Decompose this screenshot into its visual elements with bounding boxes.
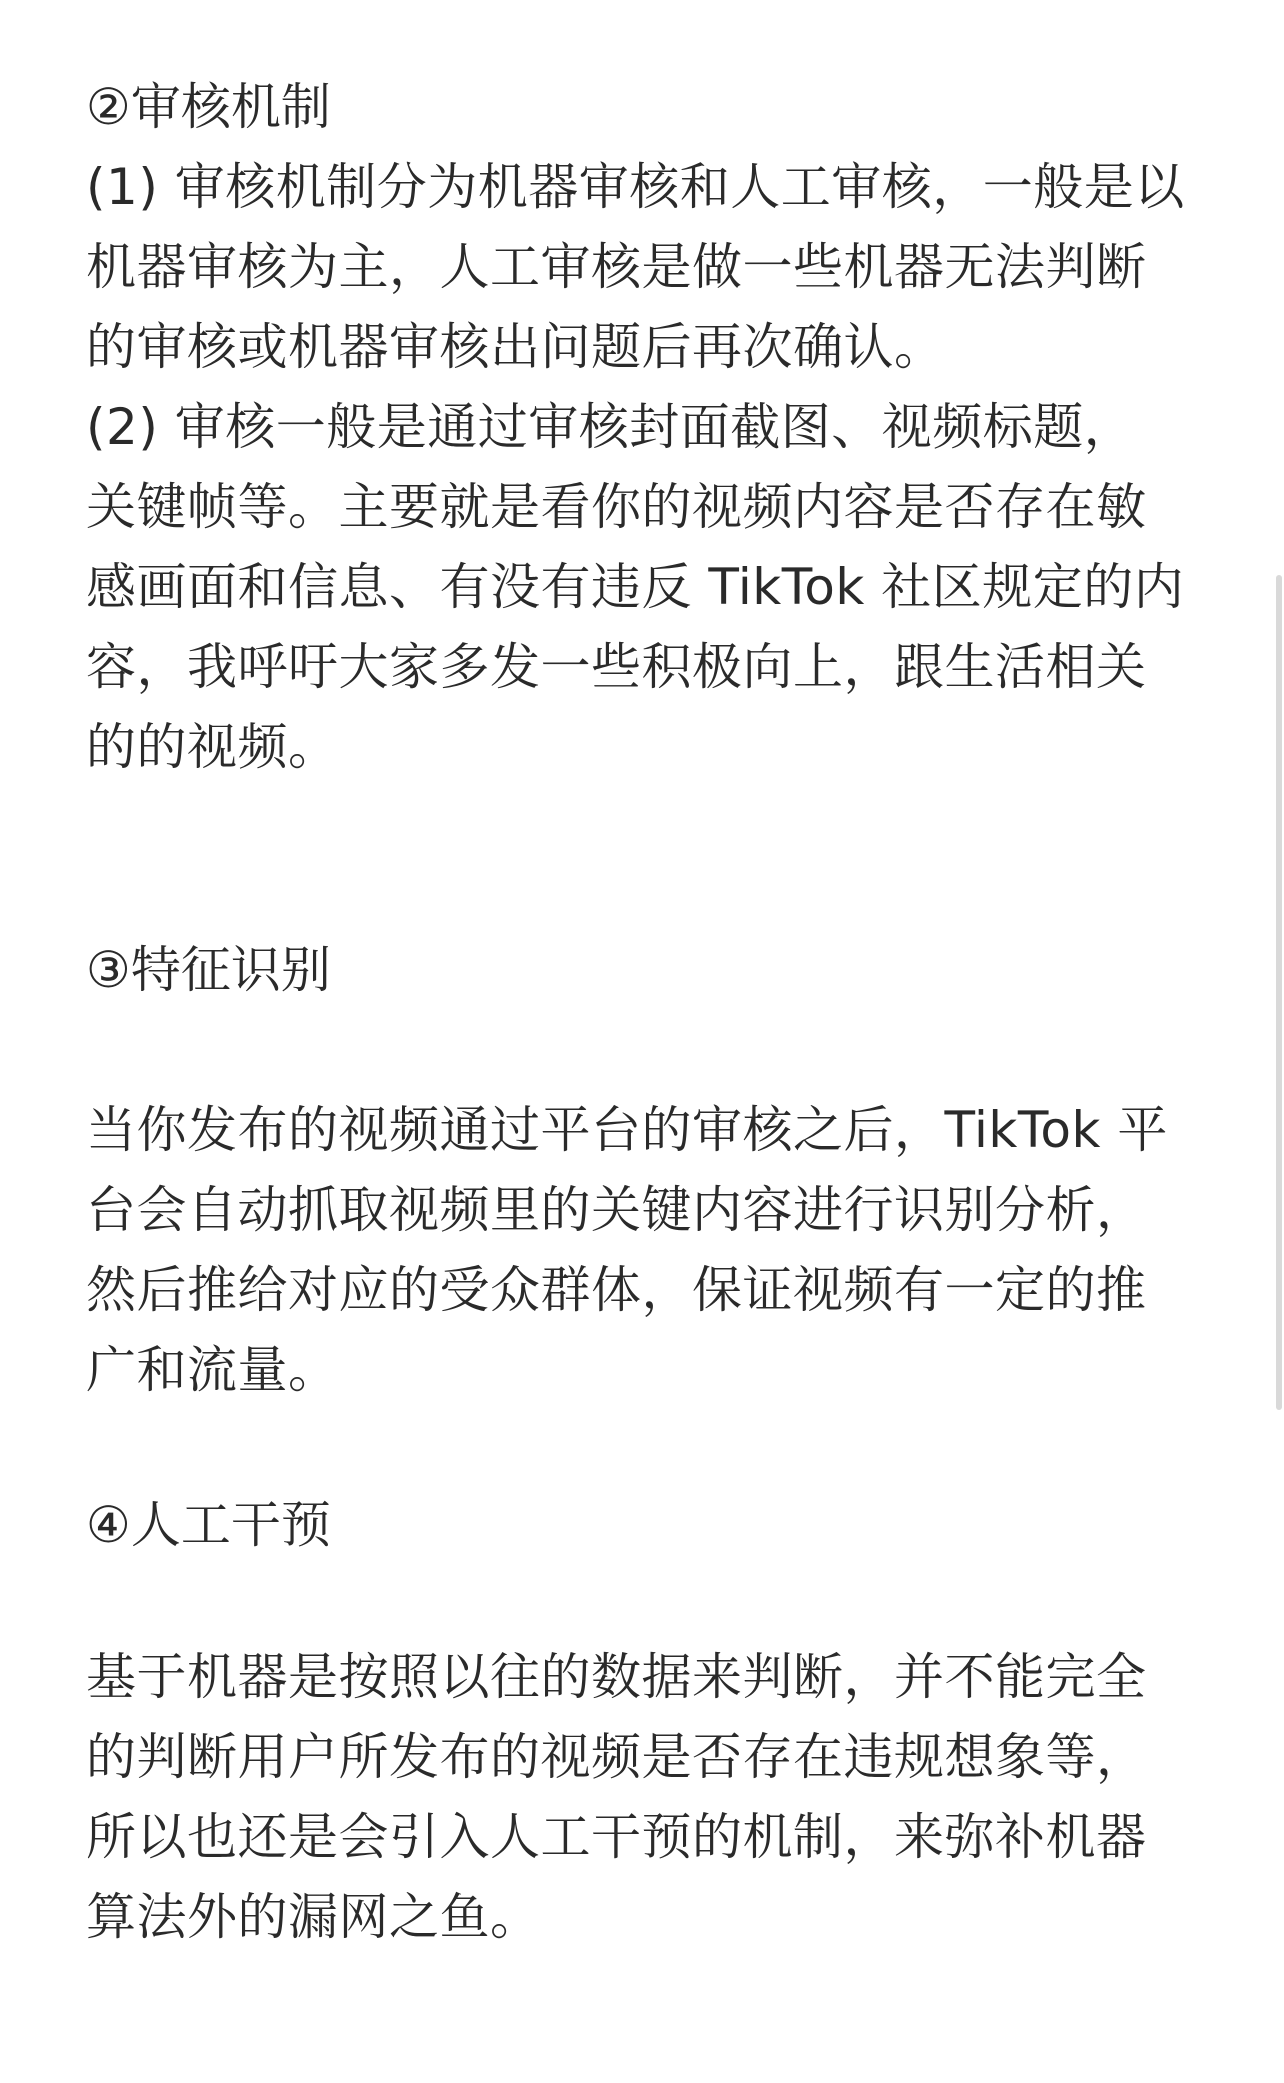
paragraph-line: 机器审核为主，人工审核是做一些机器无法判断 [86,238,1147,296]
paragraph-line: 的审核或机器审核出问题后再次确认。 [86,318,945,376]
paragraph-line: 然后推给对应的受众群体，保证视频有一定的推 [86,1261,1147,1319]
paragraph-line: (2) 审核一般是通过审核封面截图、视频标题， [86,398,1135,456]
paragraph-line: 的判断用户所发布的视频是否存在违规想象等， [86,1728,1147,1786]
paragraph-line: 容，我呼吁大家多发一些积极向上，跟生活相关 [86,638,1147,696]
section-review-mechanism [86,67,1216,787]
paragraph-line: (1) 审核机制分为机器审核和人工审核，一般是以 [86,158,1185,216]
section-heading: ②审核机制 [86,78,331,136]
section-manual-intervention [86,1485,1216,1565]
paragraph-line: 的的视频。 [86,718,339,776]
section-heading: ④人工干预 [86,1496,331,1554]
section-feature-recognition [86,930,1216,1010]
paragraph-line: 感画面和信息、有没有违反 TikTok 社区规定的内 [86,558,1185,616]
section-manual-intervention-body [86,1637,1216,1957]
paragraph-line: 台会自动抓取视频里的关键内容进行识别分析， [86,1181,1147,1239]
paragraph-line: 算法外的漏网之鱼。 [86,1888,541,1946]
paragraph-line: 基于机器是按照以往的数据来判断，并不能完全 [86,1648,1147,1706]
scrollbar[interactable] [1276,575,1282,1410]
section-feature-recognition-body [86,1090,1216,1410]
paragraph-line: 所以也还是会引入人工干预的机制，来弥补机器 [86,1808,1147,1866]
paragraph-line: 关键帧等。主要就是看你的视频内容是否存在敏 [86,478,1147,536]
section-heading: ③特征识别 [86,941,331,999]
paragraph-line: 广和流量。 [86,1341,339,1399]
paragraph-line: 当你发布的视频通过平台的审核之后，TikTok 平 [86,1101,1168,1159]
